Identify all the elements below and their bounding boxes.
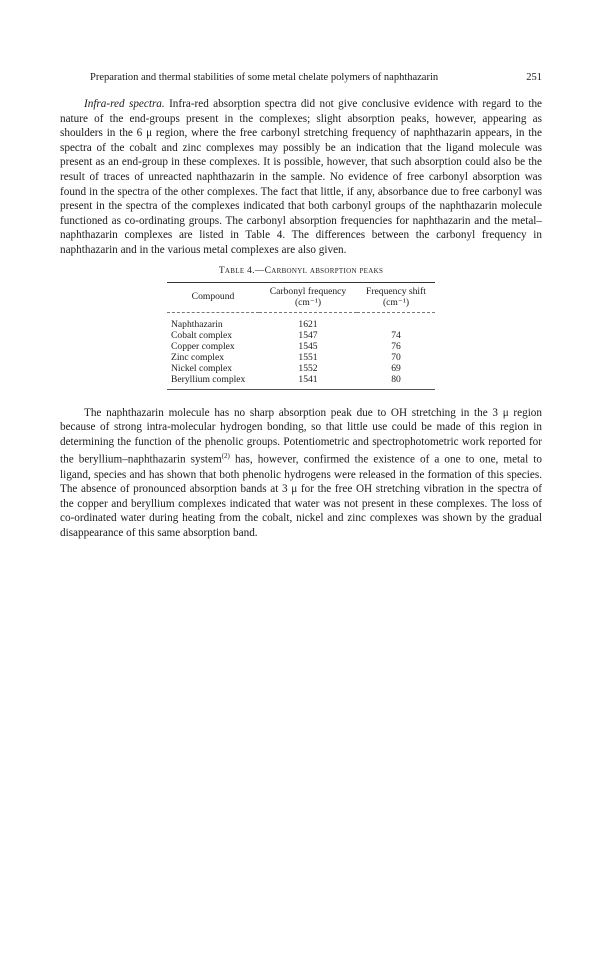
table-row [167, 312, 435, 330]
table-row [167, 330, 435, 341]
cell-compound: Nickel complex [171, 362, 233, 374]
table-caption: Table 4.—Carbonyl absorption peaks [218, 265, 384, 276]
table-row [167, 374, 435, 390]
cell-shift: 74 [391, 329, 401, 341]
cell-shift: 76 [391, 340, 401, 352]
paragraph-oh-stretching [60, 406, 542, 541]
cell-shift [357, 312, 435, 330]
running-title: Preparation and thermal stabilities of some metal chelate polymers of naphthazarin [90, 72, 439, 83]
cell-compound: Cobalt complex [171, 329, 233, 341]
cell-compound: Beryllium complex [167, 374, 259, 390]
cell-shift: 69 [391, 362, 401, 374]
cell-frequency: 1621 [298, 318, 318, 330]
paragraph-body-2: has, however, confirmed the existence of a one to one, metal to ligand, species and has shown that both phenolic hydrogens were released in the formation of this species. The absence of pronounced absorption bands at 3 μ for the free OH stretching vibration in the spectra of the copper and beryllium complexes indicated that water was not present in these complexes. The loss of co-ordinated water during heating from the cobalt, nickel and zinc complexes was shown by the gradual disappearance of this same absorption band. [60, 454, 542, 540]
col-header-compound: Compound [167, 283, 259, 313]
page-number: 251 [526, 72, 542, 83]
cell-compound: Naphthazarin [171, 318, 223, 330]
cell-shift: 80 [357, 374, 435, 390]
cell-compound: Zinc complex [171, 351, 225, 363]
paragraph-infrared [60, 97, 542, 258]
cell-compound: Copper complex [171, 340, 235, 352]
col-header-carbonyl-frequency: Carbonyl frequency (cm⁻¹) [259, 283, 357, 313]
running-header [60, 72, 542, 83]
table-row [167, 352, 435, 363]
cell-frequency: 1547 [298, 329, 318, 341]
cell-frequency: 1545 [298, 340, 318, 352]
carbonyl-table [167, 282, 435, 390]
page [60, 72, 542, 541]
section-lead: Infra-red spectra. [84, 98, 165, 110]
paragraph-body: Infra-red absorption spectra did not give conclusive evidence with regard to the nature of the end-groups present in the complexes; slight absorption peaks, however, appearing as shoulders in the 6 μ region, where the free carbonyl stretching frequency of naphthazarin appears, in the spectra of the cobalt and zinc complexes may possibly be an indication that the ligand molecule was present as an end-group in these complexes. It is possible, however, that such absorption could also be the result of traces of unreacted naphthazarin in the sample. No evidence of free carbonyl absorption was found in the spectra of the other complexes. The fact that little, if any, absorbance due to free carbonyl was present in the spectra of the complexes indicated that both carbonyl groups of the naphthazarin molecule functioned as co-ordinating groups. The carbonyl absorption frequencies for naphthazarin and the metal–naphthazarin complexes are listed in Table 4. The differences between the carbonyl frequency in naphthazarin and in the various metal complexes are also given. [60, 98, 543, 256]
paragraph-body-1: The naphthazarin molecule has no sharp absorption peak due to OH stretching in the 3 μ region because of strong intra-molecular hydrogen bonding, so that little use could be made of this region in determining the function of the phenolic groups. Potentiometric and spectrophotometric work reported for the beryllium–naphthazarin system [60, 406, 542, 467]
reference-marker: (2) [221, 452, 230, 461]
cell-shift: 70 [391, 351, 401, 363]
cell-frequency: 1551 [298, 351, 318, 363]
col-header-frequency-shift: Frequency shift (cm⁻¹) [357, 283, 435, 313]
table-row [167, 363, 435, 374]
table-row [167, 341, 435, 352]
cell-frequency: 1552 [298, 362, 318, 374]
cell-frequency: 1541 [259, 374, 357, 390]
